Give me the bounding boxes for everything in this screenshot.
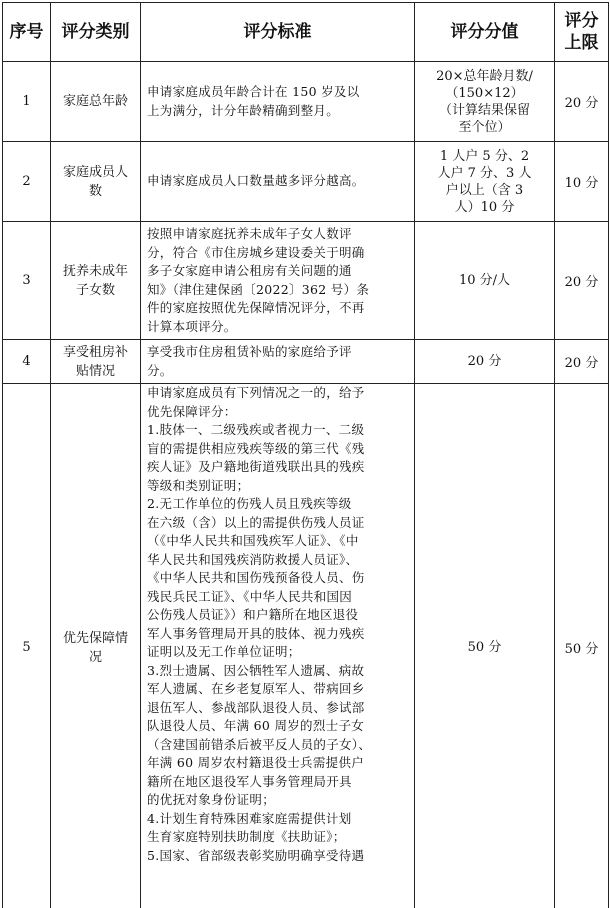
standard-line: 军人事务管理局开具的肢体、视力残疾 [147,625,365,641]
value-line: 20 分 [467,354,502,369]
standard-line: 知》（津住建保函〔2022〕362 号）条 [147,281,370,297]
row-limit: 50 分 [555,384,609,908]
header-value: 评分分值 [415,3,555,62]
table-row [3,222,609,340]
standard-line: 等级和类别证明； [147,477,250,493]
standard-line: 申请家庭成员有下列情况之一的，给予 [147,385,365,400]
standard-line: 队退役人员、年满 60 周岁的烈士子女 [147,718,365,733]
row-standard [141,222,415,340]
header-no-text: 序号 [9,22,44,42]
standard-line: 4.计划生育特殊困难家庭需提供计划 [147,810,352,826]
scoring-table [2,2,609,908]
row-value [415,62,555,142]
row-standard [141,340,415,384]
standard-line: （含建国前错杀后被平反人员的子女）、 [147,736,372,752]
row-value [415,142,555,222]
header-limit-text: 评分上限 [564,11,599,53]
standard-line: （《中华人民共和国残疾军人证》、《中 [147,533,359,548]
value-line: 人）10 分 [454,199,515,215]
row-number: 3 [3,222,51,340]
row-category: 家庭总年龄 [51,62,141,142]
table-row [3,340,609,384]
row-category: 享受租房补贴情况 [51,340,141,384]
header-category: 评分类别 [51,3,141,62]
standard-line: 年满 60 周岁农村籍退役士兵需提供户 [147,755,365,770]
standard-line: 按照申请家庭抚养未成年子女人数评 [147,226,352,241]
header-limit [555,3,609,62]
row-value [415,340,555,384]
standard-line: 2.无工作单位的伤残人员且残疾等级 [147,496,352,511]
standard-line: 优先保障评分： [147,403,237,419]
standard-line: 退伍军人、参战部队退役人员、参试部 [147,699,365,715]
row-standard [141,142,415,222]
standard-line: 残民兵民工证》、《中华人民共和国因 [147,588,353,604]
standard-line: 申请家庭成员人口数量越多评分越高。 [147,173,365,189]
standard-line: 1.肢体一、二级残疾或者视力一、二级 [147,422,365,437]
standard-line: 享受我市住房租赁补贴的家庭给予评 [147,344,352,359]
standard-line: 证明以及无工作单位证明； [147,644,301,659]
standard-line: 多子女家庭申请公租房有关问题的通 [147,263,352,278]
table-row [3,384,609,908]
value-line: 至个位） [458,119,511,135]
value-line: 人户 7 分、3 人 [437,165,532,181]
row-category: 抚养未成年子女数 [51,222,141,340]
row-category: 优先保障情况 [51,384,141,908]
row-limit: 10 分 [555,142,609,222]
header-no [3,3,51,62]
value-line: 1 人户 5 分、2 [439,148,530,164]
value-line: 10 分/人 [458,273,511,288]
row-standard [141,384,415,908]
row-number: 1 [3,62,51,142]
standard-line: 3.烈士遗属、因公牺牲军人遗属、病故 [147,662,365,678]
standard-line: 军人遗属、在乡老复原军人、带病回乡 [147,681,365,696]
value-line: （150×12） [445,85,524,101]
standard-line: 计算本项评分。 [147,318,237,334]
standard-line: 件的家庭按照优先保障情况评分，不再 [147,300,365,315]
row-value [415,222,555,340]
value-line: 20×总年龄月数/ [436,68,533,84]
standard-line: 公伤残人员证》）和户籍所在地区退役 [147,607,359,622]
table-row [3,62,609,142]
standard-line: 分，符合《市住房城乡建设委关于明确 [147,244,365,260]
standard-line: 的优抚对象身份证明； [147,792,276,807]
standard-line: 《中华人民共和国伤残预备役人员、伤 [147,570,365,585]
standard-line: 在六级（含）以上的需提供伤残人员证 [147,514,365,530]
row-standard [141,62,415,142]
standard-line: 5.国家、省部级表彰奖励明确享受待遇 [147,847,365,863]
standard-line: 盲的需提供相应残疾等级的第三代《残 [147,440,365,456]
table-header-row [3,3,609,62]
standard-line: 疾人证》及户籍地街道残联出具的残疾 [147,459,365,474]
header-standard: 评分标准 [141,3,415,62]
row-limit: 20 分 [555,62,609,142]
table-row [3,142,609,222]
row-limit: 20 分 [555,222,609,340]
row-category: 家庭成员人数 [51,142,141,222]
value-line: 户以上（含 3 [445,182,524,198]
value-line: （计算结果保留 [438,102,530,118]
value-line: 50 分 [467,640,502,655]
row-limit: 20 分 [555,340,609,384]
standard-line: 分。 [147,362,173,378]
standard-line: 申请家庭成员年龄合计在 150 岁及以 [147,84,360,99]
standard-line: 籍所在地区退役军人事务管理局开具 [147,773,352,789]
standard-line: 上为满分，计分年龄精确到整月。 [147,102,340,118]
row-number: 2 [3,142,51,222]
row-number: 4 [3,340,51,384]
row-value [415,384,555,908]
standard-line: 华人民共和国残疾消防救援人员证》、 [147,551,359,567]
standard-line: 生育家庭特别扶助制度《扶助证》； [147,829,346,844]
row-number: 5 [3,384,51,908]
